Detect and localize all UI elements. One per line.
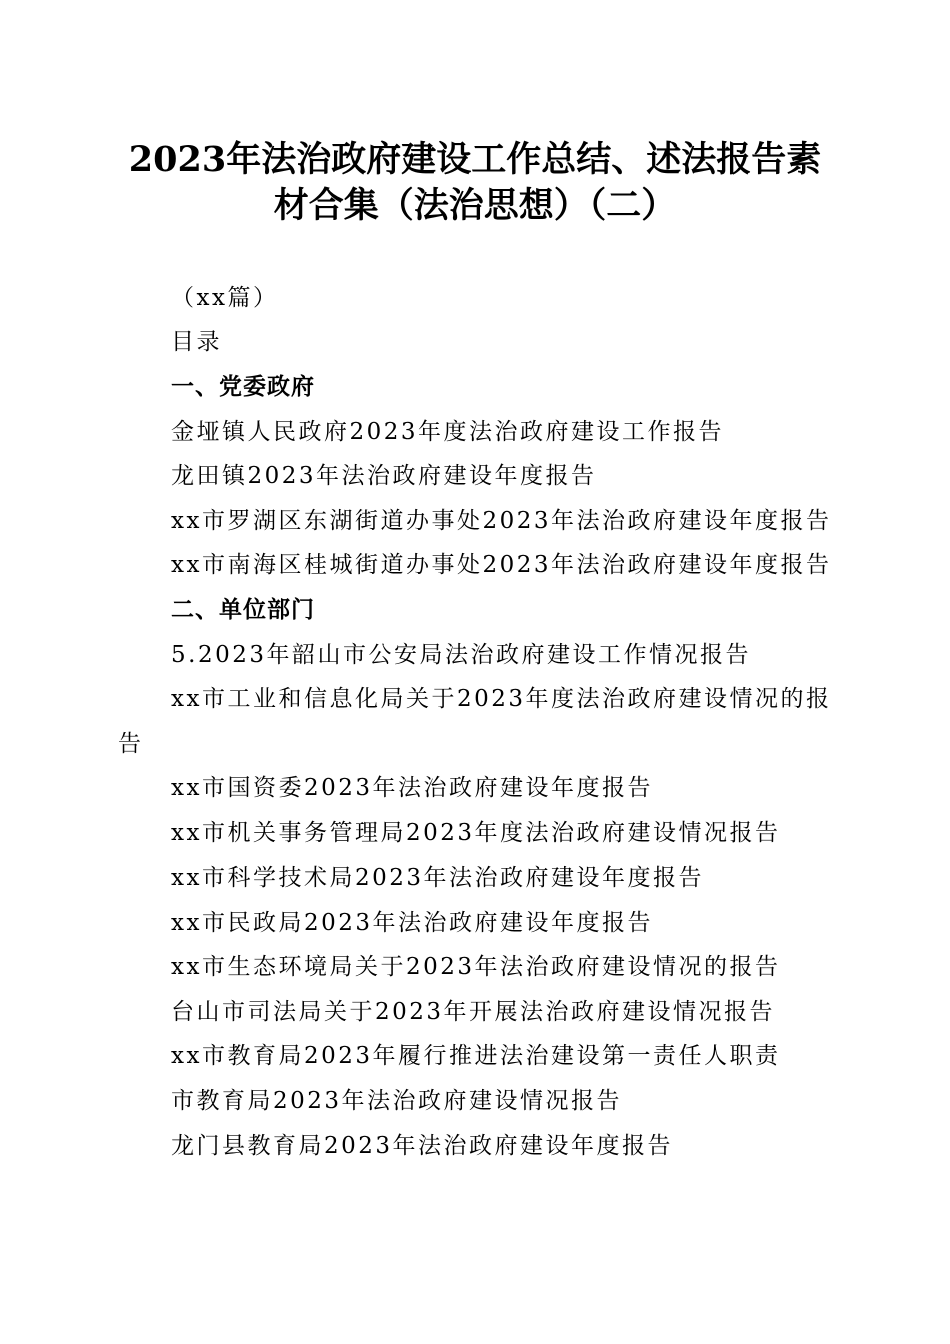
toc-item: xx市国资委2023年法治政府建设年度报告 [171, 775, 653, 801]
toc-item: 台山市司法局关于2023年开展法治政府建设情况报告 [171, 999, 776, 1025]
document-count: （xx篇） [171, 285, 279, 311]
toc-item: xx市机关事务管理局2023年度法治政府建设情况报告 [171, 820, 781, 846]
toc-item: xx市科学技术局2023年法治政府建设年度报告 [171, 865, 704, 891]
toc-item: xx市民政局2023年法治政府建设年度报告 [171, 910, 653, 936]
toc-item: 市教育局2023年法治政府建设情况报告 [171, 1088, 623, 1114]
toc-item: xx市罗湖区东湖街道办事处2023年法治政府建设年度报告 [171, 508, 832, 534]
toc-item: xx市南海区桂城街道办事处2023年法治政府建设年度报告 [171, 552, 832, 578]
toc-item-continuation: 告 [118, 731, 144, 757]
toc-label: 目录 [171, 329, 222, 355]
toc-item: 金垭镇人民政府2023年度法治政府建设工作报告 [171, 419, 725, 445]
toc-item: 龙门县教育局2023年法治政府建设年度报告 [171, 1133, 674, 1159]
section-heading-party-government: 一、党委政府 [171, 374, 315, 400]
toc-item: 龙田镇2023年法治政府建设年度报告 [171, 463, 597, 489]
toc-item: xx市生态环境局关于2023年法治政府建设情况的报告 [171, 954, 781, 980]
toc-item: xx市工业和信息化局关于2023年度法治政府建设情况的报 [171, 686, 832, 712]
toc-item: 5.2023年韶山市公安局法治政府建设工作情况报告 [171, 642, 751, 668]
toc-item: xx市教育局2023年履行推进法治建设第一责任人职责 [171, 1043, 781, 1069]
section-heading-departments: 二、单位部门 [171, 597, 315, 623]
document-title-line-2: 材合集（法治思想）（二） [273, 185, 677, 226]
document-title-line-1: 2023年法治政府建设工作总结、述法报告素 [128, 139, 822, 180]
